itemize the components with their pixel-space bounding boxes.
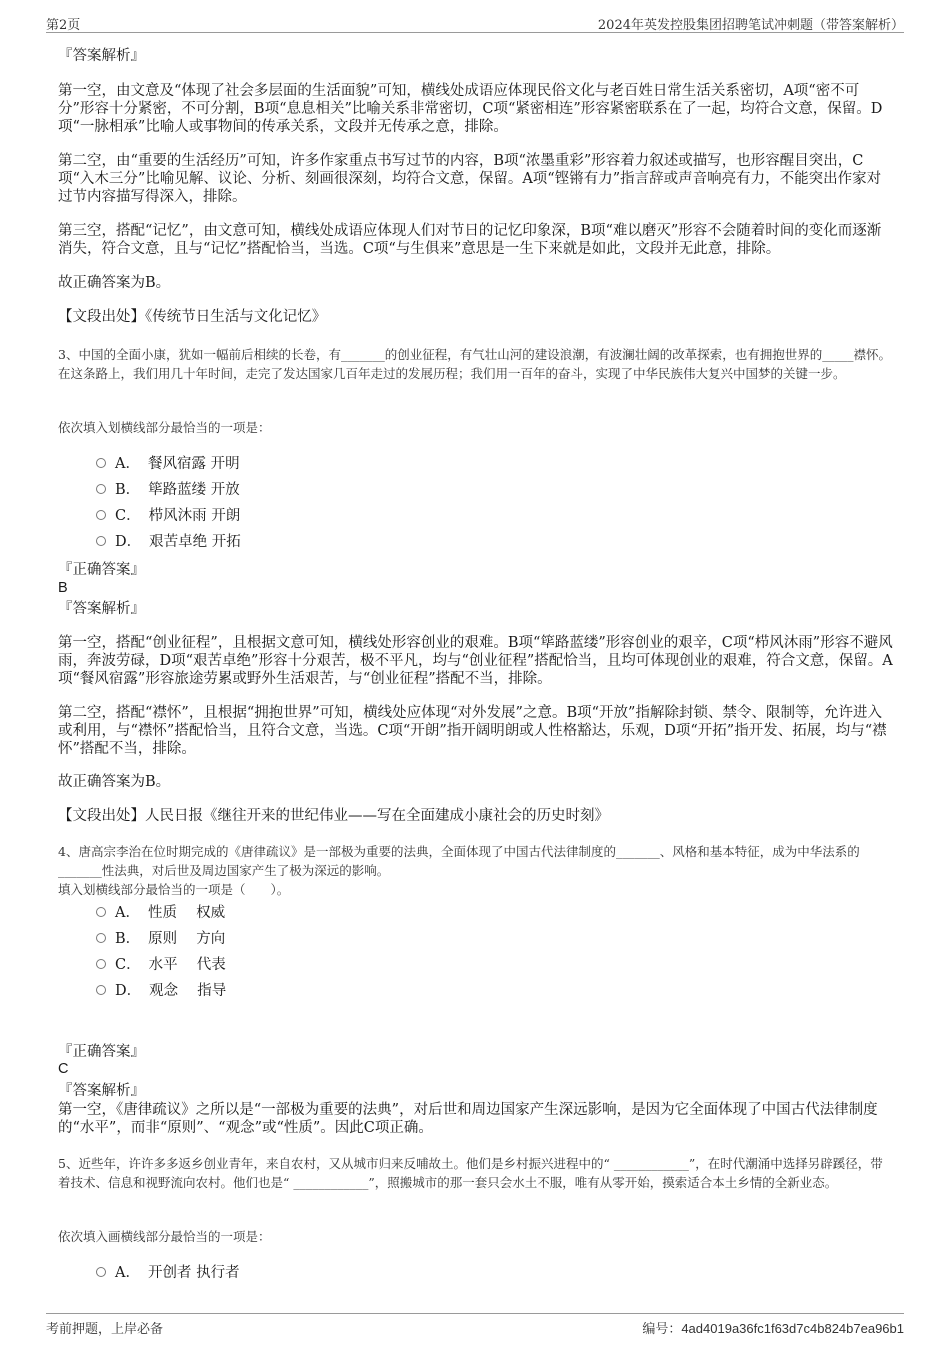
q3-explain-label: 『答案解析』 [58, 601, 145, 617]
q3-correct-label: 『正确答案』 [58, 562, 145, 578]
q3-source: 【文段出处】人民日报《继往开来的世纪伟业——写在全面建成小康社会的历史时刻》 [58, 808, 609, 824]
q2-explain-p1: 第一空，由文意及“体现了社会多层面的生活面貌”可知，横线处成语应体现民俗文化与老百姓日常生活关系密切，A项“密不可分”形容十分紧密，不可分割，B项“息息相关”比喻关系非常密切，C项“紧密相连”形容紧密联系在了一起，均符合文意，保留。D项“一脉相承”比喻人或事物间的传承关系，文段并无传承之意，排除。 [58, 83, 883, 135]
radio-icon[interactable] [96, 933, 106, 943]
q2-explain-label: 『答案解析』 [58, 48, 145, 64]
q3-correct-answer: B [58, 580, 68, 596]
q3-explain-p1: 第一空，搭配“创业征程”，且根据文意可知，横线处形容创业的艰难。B项“筚路蓝缕”形容创业的艰辛，C项“栉风沐雨”形容不避风雨，奔波劳碌，D项“艰苦卓绝”形容十分艰苦，极不平凡，均与“创业征程”搭配恰当，且均可体现创业的艰难，符合文意，保留。A项“餐风宿露”形容旅途劳累或野外生活艰苦，与“创业征程”搭配不当，排除。 [58, 635, 893, 687]
q4-prompt: 填入划横线部分最恰当的一项是（ ）。 [58, 882, 290, 897]
q5-stem: 5、近些年，许许多多返乡创业青年，来自农村，又从城市归来反哺故土。他们是乡村振兴进程中的“ ____________”，在时代潮涌中选择另辟蹊径，带着技术、信息和视野流向农村。他们也是“ ____________”，照搬城市的那一套只会水土不服，唯有从零开始，摸索适合本土乡情的全新业态。 [58, 1156, 883, 1190]
q5-prompt: 依次填入画横线部分最恰当的一项是： [58, 1229, 271, 1244]
q3-option-d[interactable]: D． 艰苦卓绝 开拓 [96, 533, 241, 551]
q2-explain-p3: 第三空，搭配“记忆”，由文意可知，横线处成语应体现人们对节日的记忆印象深，B项“难以磨灭”形容不会随着时间的变化而逐渐消失，符合文意，且与“记忆”搭配恰当，当选。C项“与生俱来”意思是一生下来就是如此，文段并无此意，排除。 [58, 223, 882, 257]
q2-conclusion: 故正确答案为B。 [58, 275, 171, 291]
radio-icon[interactable] [96, 1267, 106, 1277]
q3-explain-p2: 第二空，搭配“襟怀”，且根据“拥抱世界”可知，横线处应体现“对外发展”之意。B项“开放”指解除封锁、禁令、限制等，允许进入或利用，与“襟怀”搭配恰当，且符合文意，当选。C项“开朗”指开阔明朗或人性格豁达，乐观，D项“开拓”指开发、拓展，均与“襟怀”搭配不当，排除。 [58, 705, 887, 757]
q3-option-a[interactable]: A． 餐风宿露 开明 [96, 455, 240, 473]
radio-icon[interactable] [96, 985, 106, 995]
q4-option-c[interactable]: C． 水平 代表 [96, 956, 226, 974]
page-footer [46, 1313, 904, 1336]
q3-option-b[interactable]: B． 筚路蓝缕 开放 [96, 481, 240, 499]
q3-stem: 3、中国的全面小康，犹如一幅前后相续的长卷，有_______的创业征程，有气壮山河的建设浪潮，有波澜壮阔的改革探索，也有拥抱世界的_____襟怀。在这条路上，我们用几十年时间，走完了发达国家几百年走过的发展历程；我们用一百年的奋斗，实现了中华民族伟大复兴中国梦的关键一步。 [58, 347, 891, 381]
document-code: 编号：4ad4019a36fc1f63d7c4b824b7ea96b1 [642, 1321, 904, 1337]
q4-option-d[interactable]: D． 观念 指导 [96, 982, 226, 1000]
q2-source: 【文段出处】《传统节日生活与文化记忆》 [58, 309, 327, 325]
q3-conclusion: 故正确答案为B。 [58, 774, 171, 790]
q4-explain-p1: 第一空，《唐律疏议》之所以是“一部极为重要的法典”，对后世和周边国家产生深远影响，是因为它全面体现了中国古代法律制度的“水平”，而非“原则”、“观念”或“性质”。因此C项正确。 [58, 1102, 878, 1136]
radio-icon[interactable] [96, 484, 106, 494]
q4-correct-answer: C [58, 1061, 69, 1077]
footer-slogan: 考前押题，上岸必备 [46, 1322, 164, 1337]
q4-option-a[interactable]: A． 性质 权威 [96, 904, 225, 922]
q2-explain-p2: 第二空，由“重要的生活经历”可知，许多作家重点书写过节的内容，B项“浓墨重彩”形容着力叙述或描写，也形容醒目突出，C项“入木三分”比喻见解、议论、分析、刻画很深刻，均符合文意，保留。A项“铿锵有力”指言辞或声音响亮有力，不能突出作家对过节内容描写得深入，排除。 [58, 153, 882, 205]
document-title: 2024年英发控股集团招聘笔试冲刺题（带答案解析） [597, 18, 904, 33]
radio-icon[interactable] [96, 510, 106, 520]
q5-option-a[interactable]: A． 开创者 执行者 [96, 1264, 240, 1282]
q4-correct-label: 『正确答案』 [58, 1044, 145, 1060]
radio-icon[interactable] [96, 536, 106, 546]
page-header [46, 12, 904, 33]
radio-icon[interactable] [96, 959, 106, 969]
page-number: 第2页 [46, 18, 81, 33]
q4-option-b[interactable]: B． 原则 方向 [96, 930, 225, 948]
q4-explain-label: 『答案解析』 [58, 1083, 145, 1099]
q3-prompt: 依次填入划横线部分最恰当的一项是： [58, 420, 271, 435]
q3-option-c[interactable]: C． 栉风沐雨 开朗 [96, 507, 240, 525]
q4-stem: 4、唐高宗李治在位时期完成的《唐律疏议》是一部极为重要的法典，全面体现了中国古代法律制度的_______、风格和基本特征，成为中华法系的_______性法典，对后世及周边国家产生了极为深远的影响。 [58, 844, 860, 878]
radio-icon[interactable] [96, 458, 106, 468]
radio-icon[interactable] [96, 907, 106, 917]
